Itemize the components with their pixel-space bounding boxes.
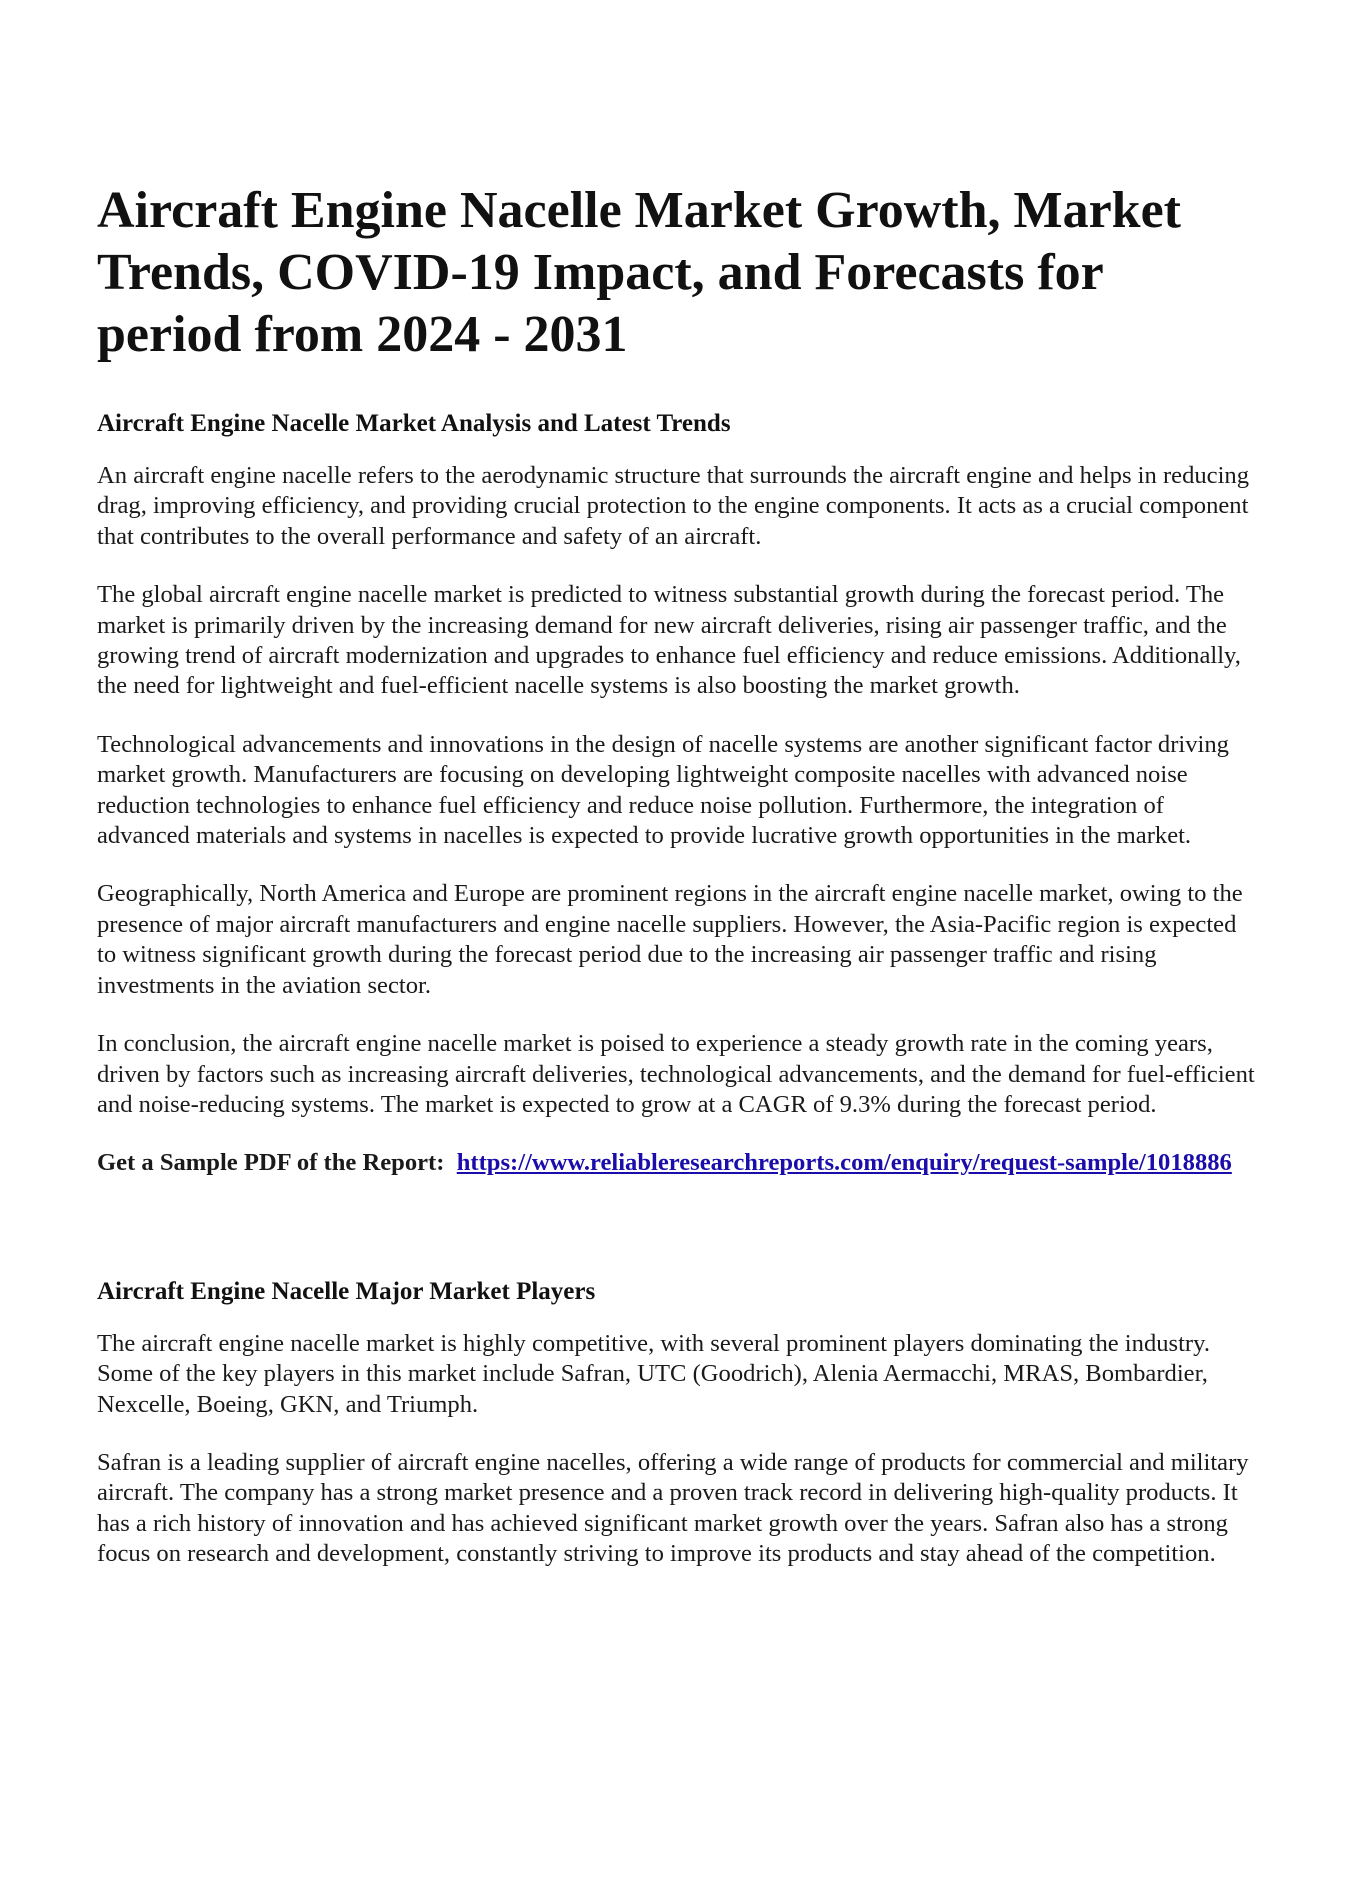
sample-pdf-link[interactable]: https://www.reliableresearchreports.com/enquiry/request-sample/1018886 — [456, 1149, 1232, 1177]
section-heading-analysis: Aircraft Engine Nacelle Market Analysis and Latest Trends — [97, 410, 731, 437]
document-page — [97, 180, 1257, 1598]
paragraph: Geographically, North America and Europe are prominent regions in the aircraft engine nacelle market, owing to the presence of major aircraft manufacturers and engine nacelle suppliers. However, the Asia-Pacific region is expected to witness significant growth during the forecast period due to the increasing air passenger traffic and rising investments in the aviation sector. — [97, 880, 1243, 999]
paragraph: The global aircraft engine nacelle market is predicted to witness substantial growth during the forecast period. The market is primarily driven by the increasing demand for new aircraft deliveries, rising air passenger traffic, and the growing trend of aircraft modernization and upgrades to enhance fuel efficiency and reduce emissions. Additionally, the need for lightweight and fuel-efficient nacelle systems is also boosting the market growth. — [97, 581, 1241, 700]
section-heading-players: Aircraft Engine Nacelle Major Market Players — [97, 1277, 596, 1305]
paragraph: Safran is a leading supplier of aircraft engine nacelles, offering a wide range of products for commercial and military aircraft. The company has a strong market presence and a proven track record in delivering high-quality products. It has a rich history of innovation and has achieved significant market growth over the years. Safran also has a strong focus on research and development, constantly striving to improve its products and stay ahead of the competition. — [97, 1448, 1249, 1568]
paragraph: In conclusion, the aircraft engine nacelle market is poised to experience a steady growth rate in the coming years, driven by factors such as increasing aircraft deliveries, technological advancements, and the demand for fuel-efficient and noise-reducing systems. The market is expected to grow at a CAGR of 9.3% during the forecast period. — [97, 1030, 1255, 1118]
section-spacer — [97, 1179, 1257, 1276]
paragraph: Technological advancements and innovations in the design of nacelle systems are another significant factor driving market growth. Manufacturers are focusing on developing lightweight composite nacelles with advanced noise reduction technologies to enhance fuel efficiency and reduce noise pollution. Furthermore, the integration of advanced materials and systems in nacelles is expected to provide lucrative growth opportunities in the market. — [97, 730, 1229, 850]
document-title: Aircraft Engine Nacelle Market Growth, Market Trends, COVID-19 Impact, and Forecasts for period from 2024 - 2031 — [97, 182, 1182, 363]
sample-request — [97, 1148, 1257, 1178]
paragraph: The aircraft engine nacelle market is highly competitive, with several prominent players dominating the industry. Some of the key players in this market include Safran, UTC (Goodrich), Alenia Aermacchi, MRAS, Bombardier, Nexcelle, Boeing, GKN, and Triumph. — [97, 1329, 1210, 1418]
paragraph: An aircraft engine nacelle refers to the aerodynamic structure that surrounds the aircraft engine and helps in reducing drag, improving efficiency, and providing crucial protection to the engine components. It acts as a crucial component that contributes to the overall performance and safety of an aircraft. — [97, 462, 1250, 550]
sample-label: Get a Sample PDF of the Report: — [97, 1149, 451, 1177]
